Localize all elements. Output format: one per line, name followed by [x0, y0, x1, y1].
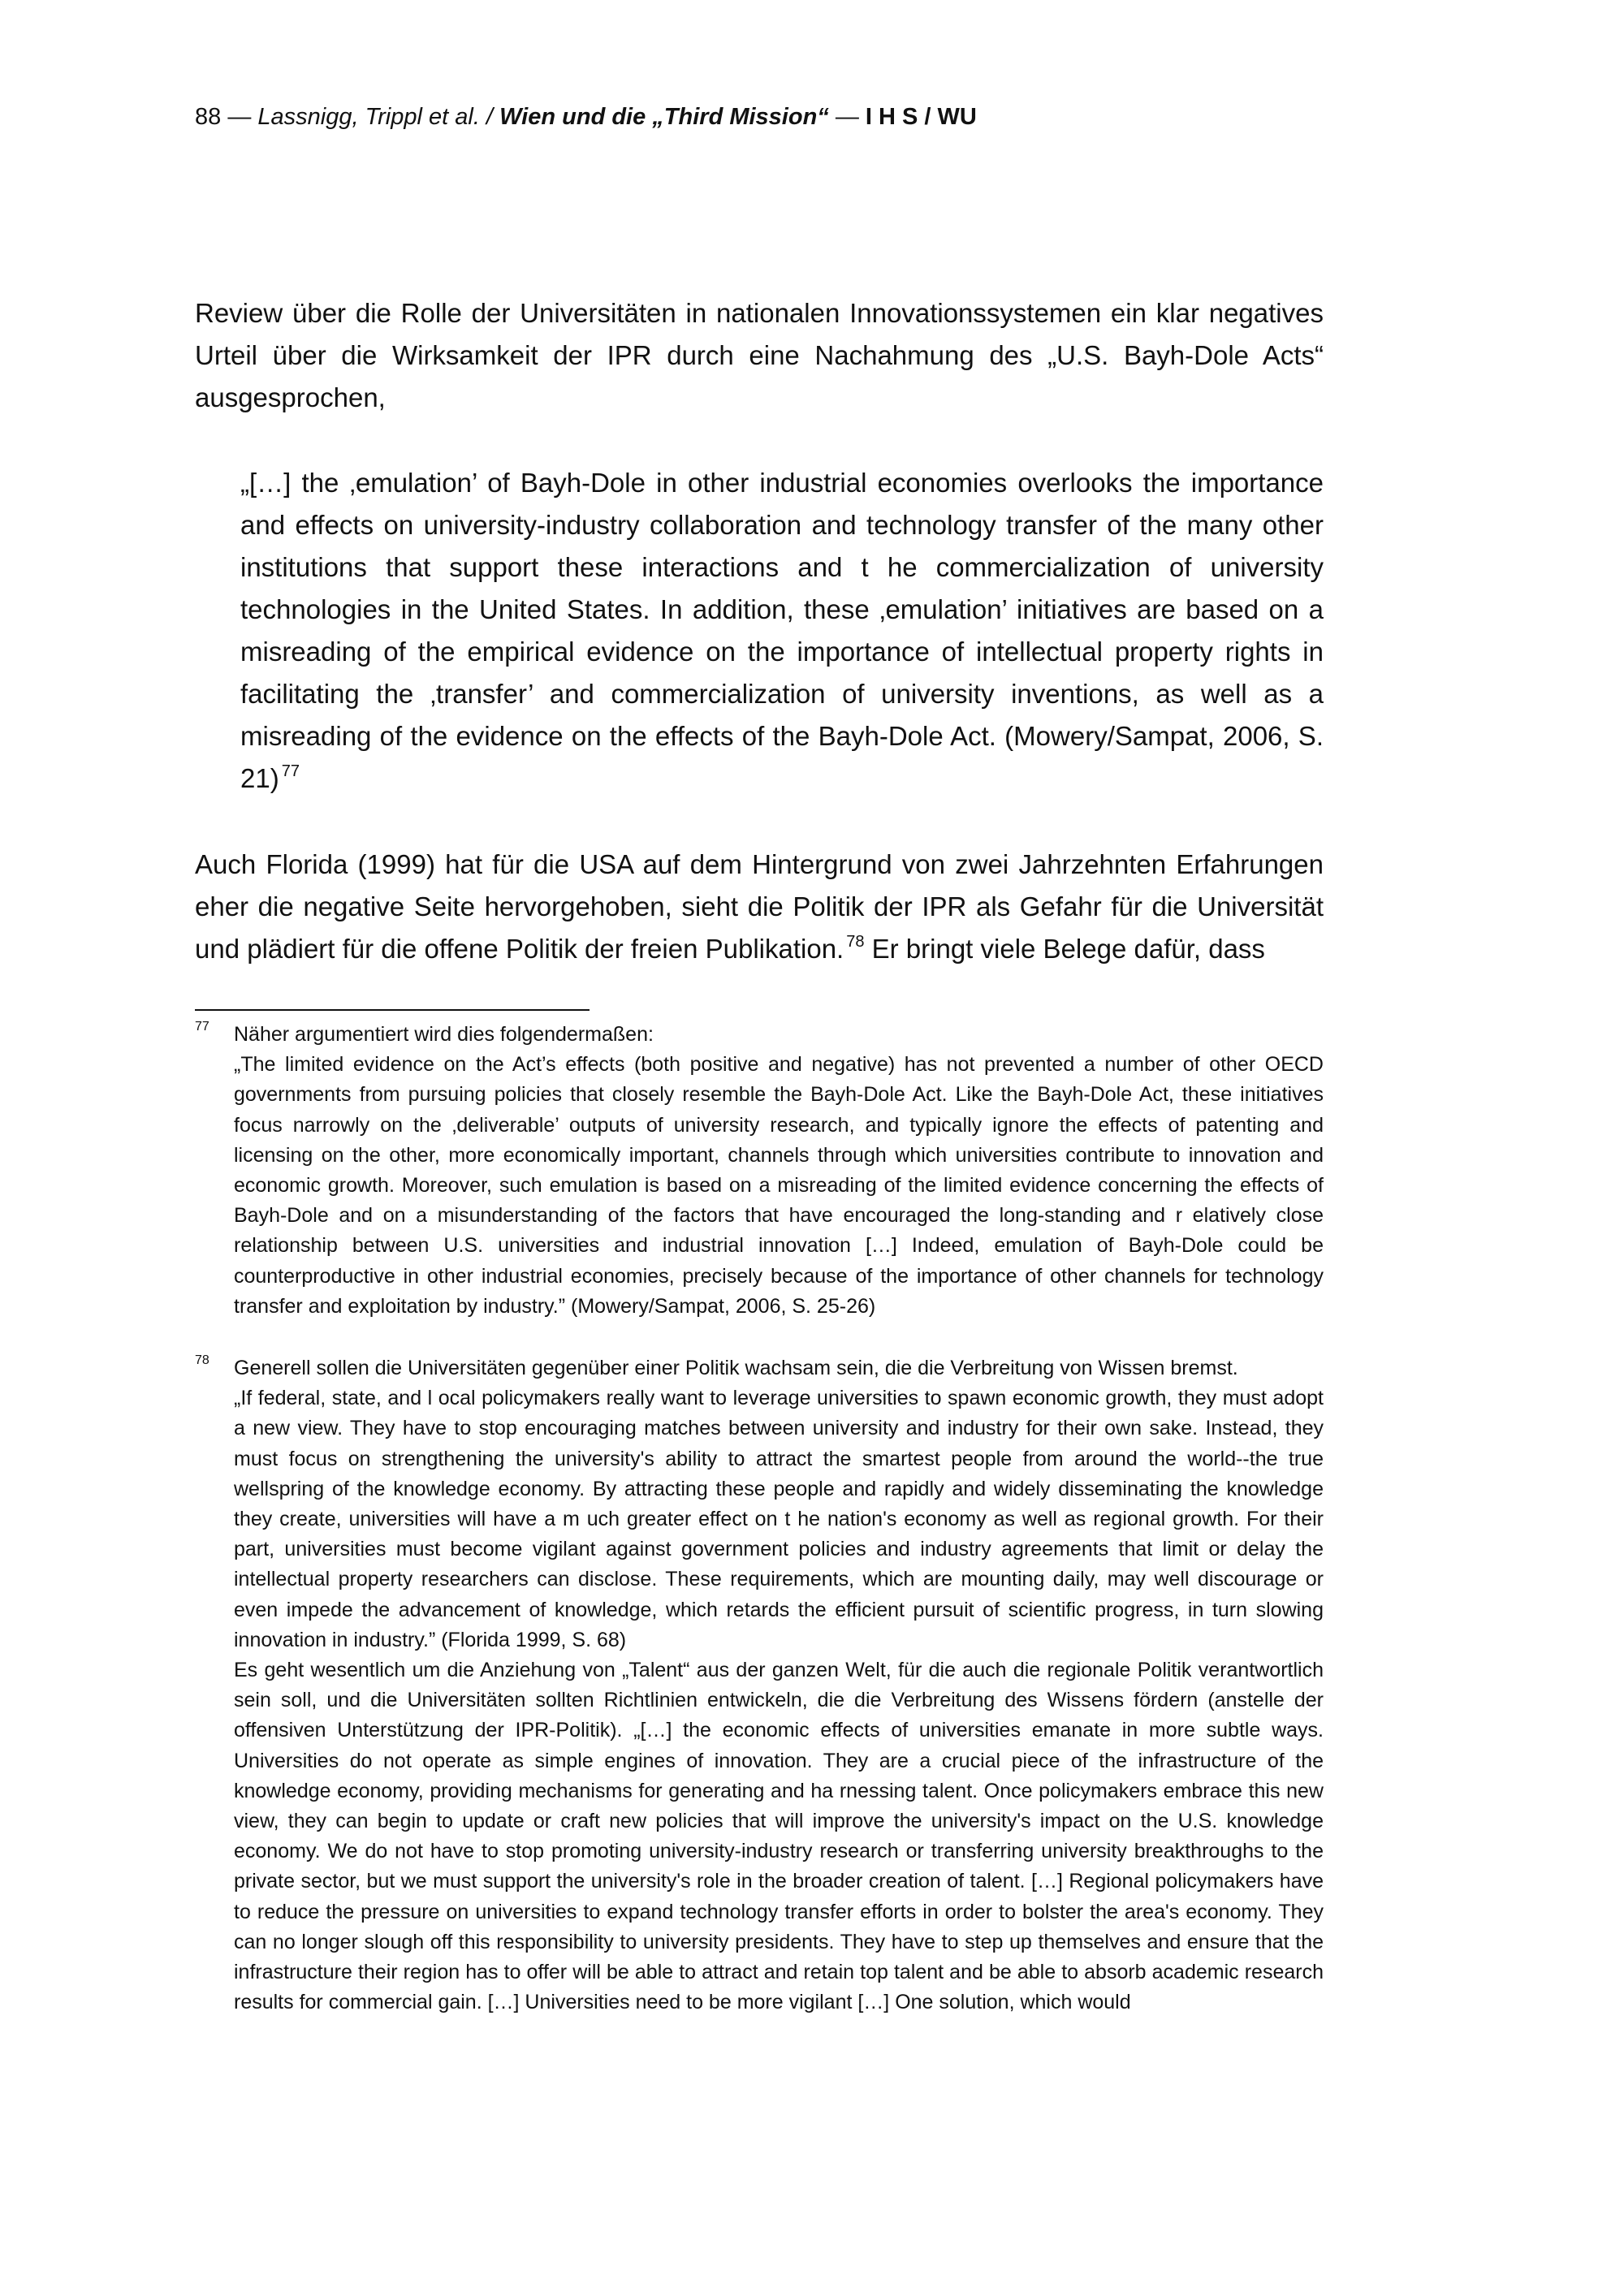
footnote-number: 78	[195, 1353, 209, 1367]
footnote-body	[234, 1353, 1324, 2018]
running-header	[195, 101, 977, 133]
header-separator: —	[828, 104, 866, 130]
footnote-quote: „If federal, state, and l ocal policymakers really want to leverage universities to spawn economic growth, they must adopt a new view. They have to stop encouraging matches between university and industry for their own sake. Instead, they must focus on strengthening the university's ability to attract the smartest people from around the world--the true wellspring of the knowledge economy. By attracting these people and rapidly and widely disseminating the knowledge they create, universities will have a m uch greater effect on t he nation's economy as well as regional growth. For their part, universities must become vigilant against government policies and industry agreements that limit or delay the intellectual property researchers can disclose. These requirements, which are mounting daily, may well discourage or even impede the advancement of knowledge, which retards the efficient pursuit of scientific progress, in turn slowing innovation in industry.” (Florida 1999, S. 68)	[234, 1387, 1324, 1651]
body-paragraph-1: Review über die Rolle der Universitäten in nationalen Innovationssystemen ein klar negatives Urteil über die Wirksamkeit der IPR durch eine Nachahmung des „U.S. Bayh-Dole Acts“ ausgesprochen,	[195, 298, 1324, 412]
header-title: Wien und die „Third Mission“	[499, 104, 829, 130]
footnote-quote: „The limited evidence on the Act’s effects (both positive and negative) has not prevented a number of other OECD governments from pursuing policies that closely resemble the Bayh-Dole Act. Like the Bayh-Dole Act, these initiatives focus narrowly on the ‚deliverable’ outputs of university research, and typically ignore the effects of patenting and licensing on the other, more economically important, channels through which universities contribute to innovation and economic growth. Moreover, such emulation is based on a misreading of the limited evidence concerning the effects of Bayh-Dole and on a misunderstanding of the factors that have encouraged the long-standing and r elatively close relationship between U.S. universities and industrial innovation […] Indeed, emulation of Bayh-Dole could be counterproductive in other industrial economies, precisely because of the importance of other channels for technology transfer and exploitation by industry.” (Mowery/Sampat, 2006, S. 25-26)	[234, 1053, 1324, 1318]
footnote-ref-78[interactable]: 78	[846, 933, 865, 951]
header-authors: Lassnigg, Trippl et al. /	[257, 104, 500, 130]
footnote-intro: Näher argumentiert wird dies folgendermaßen:	[234, 1023, 654, 1046]
block-quote	[240, 462, 1324, 800]
footnote-number: 77	[195, 1020, 209, 1034]
page-number: 88	[195, 104, 222, 130]
body-paragraph-2	[195, 844, 1324, 970]
body-paragraph-2-text: Auch Florida (1999) hat für die USA auf dem Hintergrund von zwei Jahrzehnten Erfahrungen eher die negative Seite hervorgehoben, sieht die Politik der IPR als Gefahr für die Universität und plädiert für die offene Politik der freien Publikation.	[195, 849, 1324, 964]
header-institution: I H S / WU	[865, 104, 977, 130]
body-paragraph-2-continuation: Er bringt viele Belege dafür, dass	[864, 934, 1265, 964]
footnote-ref-77[interactable]: 77	[281, 762, 300, 780]
footnote-intro: Generell sollen die Universitäten gegenüber einer Politik wachsam sein, die die Verbreitung von Wissen bremst.	[234, 1357, 1238, 1379]
footnote-body	[234, 1020, 1324, 1322]
header-separator: —	[221, 104, 258, 130]
footnote-commentary: Es geht wesentlich um die Anziehung von „Talent“ aus der ganzen Welt, für die auch die regionale Politik verantwortlich sein soll, und die Universitäten sollten Richtlinien entwickeln, die die Verbreitung des Wissens fördern (anstelle der offensiven Unterstützung der IPR-Politik). „[…] the economic effects of universities emanate in more subtle ways. Universities do not operate as simple engines of innovation. They are a crucial piece of the infrastructure of the knowledge economy, providing mechanisms for generating and ha rnessing talent. Once policymakers embrace this new view, they can begin to update or craft new policies that will improve the university's impact on the U.S. knowledge economy. We do not have to stop promoting university-industry research or transferring university breakthroughs to the private sector, but we must support the university's role in the broader creation of talent. […] Regional policymakers have to reduce the pressure on universities to expand technology transfer efforts in order to bolster the area's economy. They can no longer slough off this responsibility to university presidents. They have to step up themselves and ensure that the infrastructure their region has to offer will be able to attract and retain top talent and be able to absorb academic research results for commercial gain. […] Universities need to be more vigilant […] One solution, which would	[234, 1659, 1324, 2014]
footnote-divider	[195, 1009, 590, 1011]
block-quote-text: „[…] the ‚emulation’ of Bayh-Dole in other industrial economies overlooks the importance and effects on university-industry collaboration and technology transfer of the many other institutions that support these interactions and t he commercialization of university technologies in the United States. In addition, these ‚emulation’ initiatives are based on a misreading of the empirical evidence on the importance of intellectual property rights in facilitating the ‚transfer’ and commercialization of university inventions, as well as a misreading of the evidence on the effects of the Bayh-Dole Act. (Mowery/Sampat, 2006, S. 21)	[240, 468, 1324, 793]
